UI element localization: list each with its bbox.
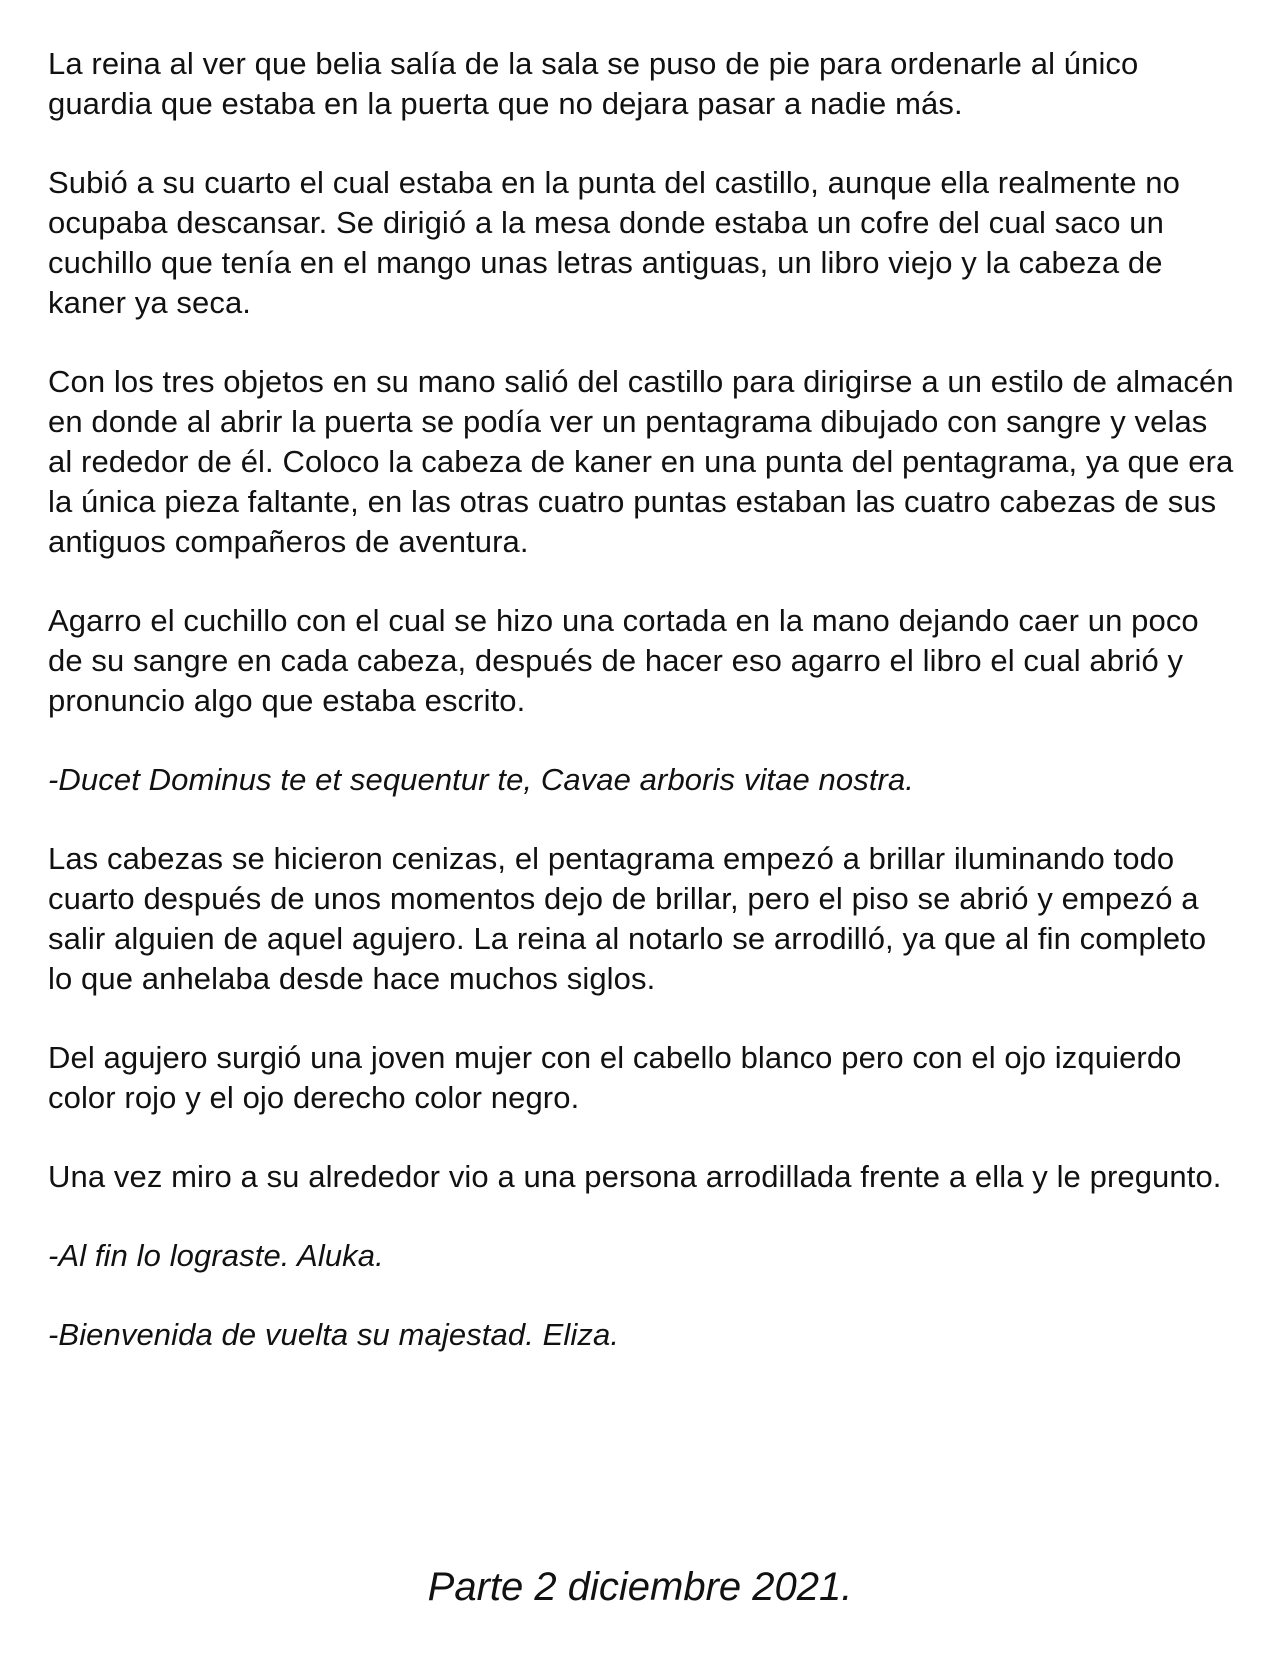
paragraph-7: Del agujero surgió una joven mujer con el cabello blanco pero con el ojo izquierdo color rojo y el ojo derecho color negro. — [48, 1040, 1182, 1115]
paragraph-6: Las cabezas se hicieron cenizas, el pentagrama empezó a brillar iluminando todo cuarto después de unos momentos dejo de brillar, pero el piso se abrió y empezó a salir alguien de aquel agujero. La reina al notarlo se arrodilló, ya que al fin completo lo que anhelaba desde hace muchos siglos. — [48, 841, 1207, 996]
paragraph-8: Una vez miro a su alrededor vio a una persona arrodillada frente a ella y le pregunto. — [48, 1159, 1222, 1194]
dialogue-aluka: -Al fin lo lograste. Aluka. — [48, 1238, 384, 1273]
footer-part-date: Parte 2 diciembre 2021. — [427, 1565, 853, 1609]
dialogue-incantation: -Ducet Dominus te et sequentur te, Cavae arboris vitae nostra. — [48, 762, 915, 797]
paragraph-2: Subió a su cuarto el cual estaba en la punta del castillo, aunque ella realmente no ocupaba descansar. Se dirigió a la mesa donde estaba un cofre del cual saco un cuchillo que tenía en el mango unas letras antiguas, un libro viejo y la cabeza de kaner ya seca. — [48, 165, 1180, 320]
paragraph-1: La reina al ver que belia salía de la sala se puso de pie para ordenarle al único guardia que estaba en la puerta que no dejara pasar a nadie más. — [48, 46, 1139, 121]
document-body — [48, 44, 1238, 1394]
paragraph-4: Agarro el cuchillo con el cual se hizo una cortada en la mano dejando caer un poco de su sangre en cada cabeza, después de hacer eso agarro el libro el cual abrió y pronuncio algo que estaba escrito. — [48, 603, 1199, 718]
dialogue-eliza: -Bienvenida de vuelta su majestad. Eliza. — [48, 1317, 620, 1352]
paragraph-3: Con los tres objetos en su mano salió del castillo para dirigirse a un estilo de almacén en donde al abrir la puerta se podía ver un pentagrama dibujado con sangre y velas al rededor de él. Coloco la cabeza de kaner en una punta del pentagrama, ya que era la única pieza faltante, en las otras cuatro puntas estaban las cuatro cabezas de sus antiguos compañeros de aventura. — [48, 364, 1234, 559]
